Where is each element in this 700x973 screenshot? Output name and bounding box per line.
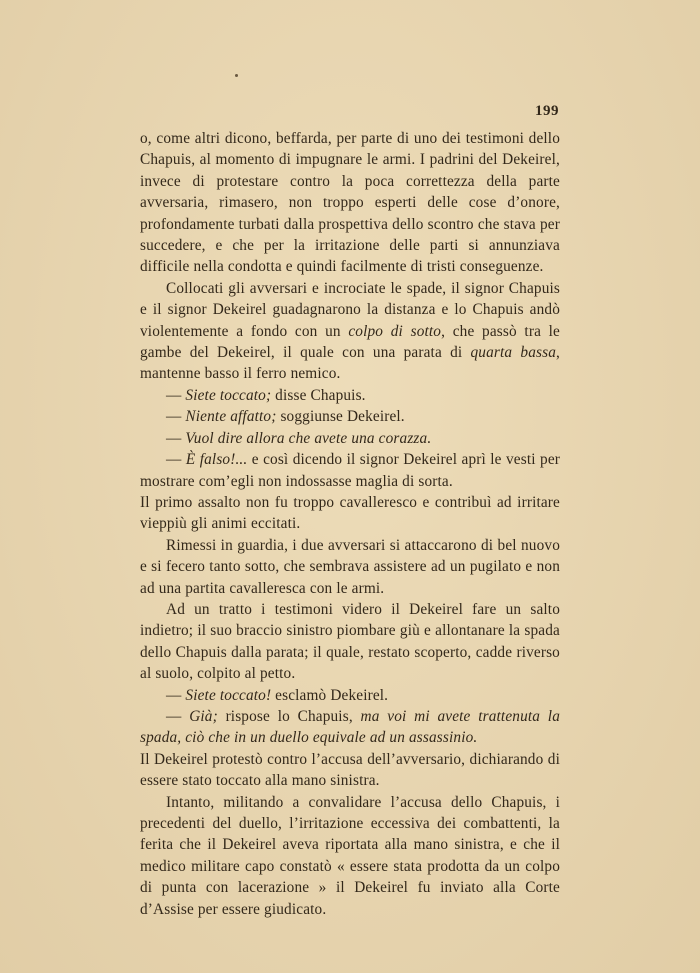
italic-run: quarta bassa	[470, 344, 556, 362]
italic-run: Siete toccato!	[185, 686, 272, 704]
text-run: o, come altri dicono, beffarda, per parte di uno dei testimoni dello Chapuis, al momento di impugnare le armi. I padrini del Dekeirel, invece di protestare contro la poca correttezza della parte avversaria, rimasero, non troppo esperti delle cose d’onore, profondamente turbati dalla prospettiva dello scontro che stava per succedere, e che per la irritazione delle parti si annunziava difficile nella condotta e quindi facilmente di tristi conseguenze.	[140, 130, 560, 276]
italic-run: colpo di sotto	[348, 322, 442, 340]
paragraph	[140, 449, 560, 492]
text-run: disse Chapuis.	[271, 386, 366, 404]
text-run: Intanto, militando a convalidare l’accusa dello Chapuis, i precedenti del duello, l’irritazione eccessiva dei combattenti, la ferita che il Dekeirel aveva riportata alla mano sinistra, e che il medico militare capo constatò « essere stata prodotta da un colpo di punta con lacerazione » il Dekeirel fu inviato alla Corte d’Assise per essere giudicato.	[140, 793, 560, 918]
text-block	[140, 128, 560, 920]
paragraph	[140, 685, 560, 706]
text-run: —	[166, 429, 186, 447]
paragraph	[140, 406, 560, 427]
italic-run: ma voi mi avete trattenuta la spada, ciò che in un duello equivale ad un assassinio.	[140, 707, 560, 747]
page-number: 199	[535, 103, 559, 119]
paragraph	[140, 428, 560, 449]
paragraph	[140, 749, 560, 792]
text-run: , mantenne basso il ferro nemico.	[140, 344, 560, 383]
paragraph	[140, 535, 560, 599]
text-run: Il Dekeirel protestò contro l’accusa dell’avversario, dichiarando di essere stato toccato alla mano sinistra.	[140, 750, 560, 790]
text-run: rispose lo Chapuis,	[217, 707, 361, 725]
text-run: —	[166, 386, 186, 404]
italic-run: Siete toccato;	[185, 386, 272, 404]
text-run: Collocati gli avversari e incrociate le spade, il signor Chapuis e il signor Dekeirel guadagnarono la distanza e lo Chapuis andò violentemente a fondo con un	[140, 279, 560, 340]
text-run: Rimessi in guardia, i due avversari si attaccarono di bel nuovo e si fecero tanto sotto, che sembrava assistere ad un pugilato e non ad una partita cavalleresca con le armi.	[140, 536, 560, 597]
italic-run: Niente affatto;	[185, 408, 277, 426]
italic-run: Vuol dire allora che avete una corazza.	[185, 429, 432, 447]
text-run: —	[166, 707, 190, 725]
text-run: , che passò tra le gambe del Dekeirel, il quale con una parata di	[140, 322, 561, 362]
text-run: soggiunse Dekeirel.	[276, 408, 405, 426]
text-run: —	[166, 451, 186, 469]
paragraph	[140, 599, 560, 685]
paragraph	[140, 492, 560, 535]
italic-run: È falso!...	[185, 451, 248, 469]
text-run: Ad un tratto i testimoni videro il Dekeirel fare un salto indietro; il suo braccio sinistro piombare giù e allontanare la spada dello Chapuis dalla parata; il quale, restato scoperto, cadde riverso al suolo, colpito al petto.	[140, 600, 560, 683]
text-run: —	[166, 408, 186, 426]
text-run: —	[166, 686, 186, 704]
text-run: e così dicendo il signor Dekeirel aprì le vesti per mostrare com’egli non indossasse maglia di sorta.	[140, 451, 561, 490]
paragraph	[140, 792, 560, 920]
text-run: Il primo assalto non fu troppo cavalleresco e contribuì ad irritare vieppiù gli animi eccitati.	[140, 493, 560, 533]
italic-run: Già;	[189, 707, 218, 725]
paragraph	[140, 128, 560, 278]
paragraph	[140, 385, 560, 406]
text-run: esclamò Dekeirel.	[271, 686, 389, 704]
paragraph	[140, 278, 560, 385]
ink-speck	[235, 74, 238, 77]
paragraph	[140, 706, 560, 749]
